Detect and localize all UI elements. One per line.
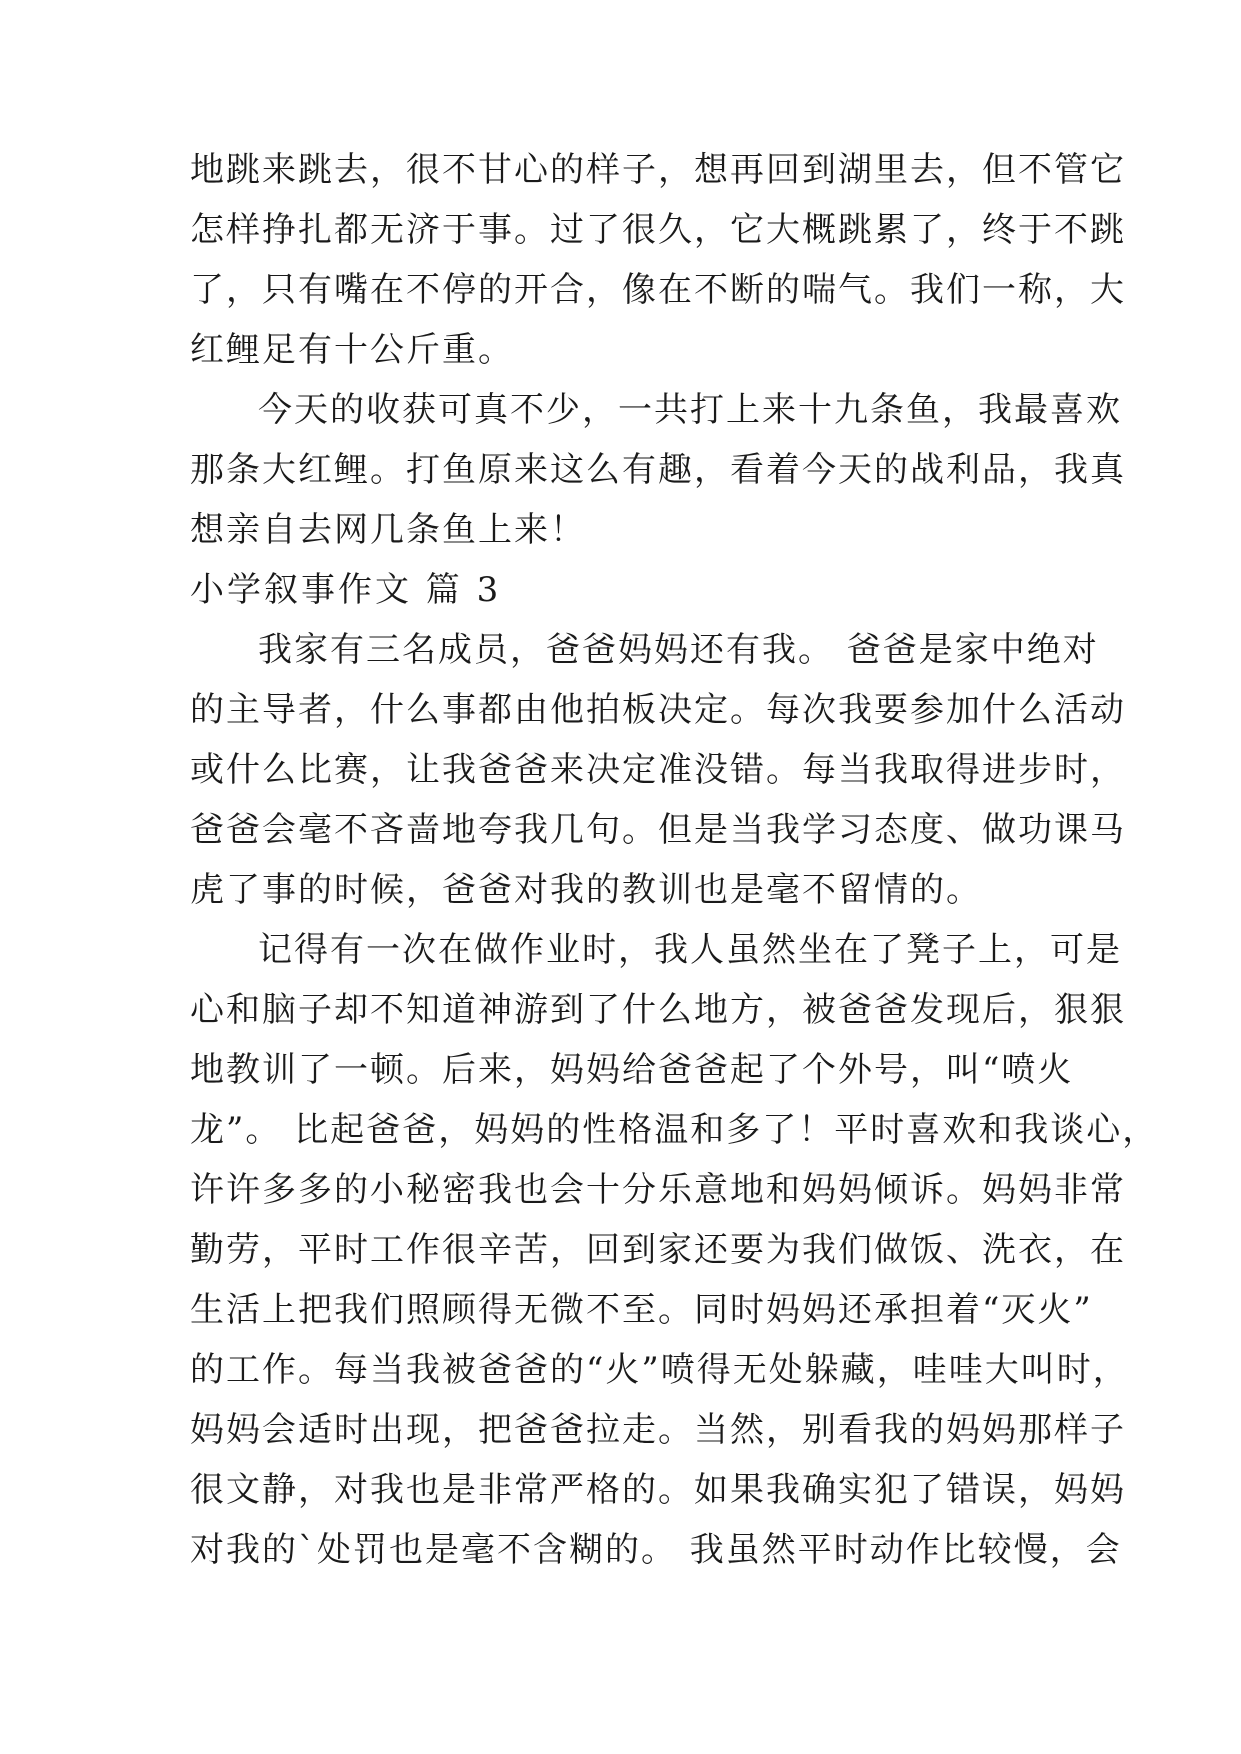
text-line: 妈妈会适时出现，把爸爸拉走。当然，别看我的妈妈那样子	[190, 1410, 1126, 1450]
text-line: 心和脑子却不知道神游到了什么地方，被爸爸发现后，狠狠	[190, 990, 1126, 1030]
text-line: 怎样挣扎都无济于事。过了很久，它大概跳累了，终于不跳	[190, 210, 1126, 250]
text-line: 勤劳，平时工作很辛苦，回到家还要为我们做饭、洗衣，在	[190, 1230, 1126, 1270]
text-line: 的主导者，什么事都由他拍板决定。每次我要参加什么活动	[190, 690, 1126, 730]
text-line: 龙”。 比起爸爸，妈妈的性格温和多了！平时喜欢和我谈心，	[190, 1110, 1159, 1150]
text-line: 的工作。每当我被爸爸的“火”喷得无处躲藏，哇哇大叫时，	[190, 1350, 1129, 1390]
text-line: 很文静，对我也是非常严格的。如果我确实犯了错误，妈妈	[190, 1470, 1126, 1510]
text-line: 地跳来跳去，很不甘心的样子，想再回到湖里去，但不管它	[190, 150, 1126, 190]
text-line: 了，只有嘴在不停的开合，像在不断的喘气。我们一称，大	[190, 270, 1126, 310]
text-line: 生活上把我们照顾得无微不至。同时妈妈还承担着“灭火”	[190, 1290, 1093, 1330]
document-page	[190, 140, 1159, 1580]
text-line: 红鲤足有十公斤重。	[190, 330, 514, 370]
text-line: 对我的`处罚也是毫不含糊的。 我虽然平时动作比较慢，会	[190, 1530, 1122, 1570]
text-line: 虎了事的时候，爸爸对我的教训也是毫不留情的。	[190, 870, 982, 910]
paragraph-start-line: 记得有一次在做作业时，我人虽然坐在了凳子上，可是	[258, 930, 1122, 970]
text-line: 许许多多的小秘密我也会十分乐意地和妈妈倾诉。妈妈非常	[190, 1170, 1126, 1210]
text-line: 想亲自去网几条鱼上来！	[190, 510, 586, 550]
text-line: 或什么比赛，让我爸爸来决定准没错。每当我取得进步时，	[190, 750, 1126, 790]
section-heading: 小学叙事作文 篇 3	[190, 570, 502, 610]
paragraph-start-line: 今天的收获可真不少，一共打上来十九条鱼，我最喜欢	[258, 390, 1122, 430]
paragraph-start-line: 我家有三名成员，爸爸妈妈还有我。 爸爸是家中绝对	[258, 630, 1099, 670]
text-line: 那条大红鲤。打鱼原来这么有趣，看着今天的战利品，我真	[190, 450, 1126, 490]
text-line: 爸爸会毫不吝啬地夸我几句。但是当我学习态度、做功课马	[190, 810, 1126, 850]
text-line: 地教训了一顿。后来，妈妈给爸爸起了个外号，叫“喷火	[190, 1050, 1074, 1090]
